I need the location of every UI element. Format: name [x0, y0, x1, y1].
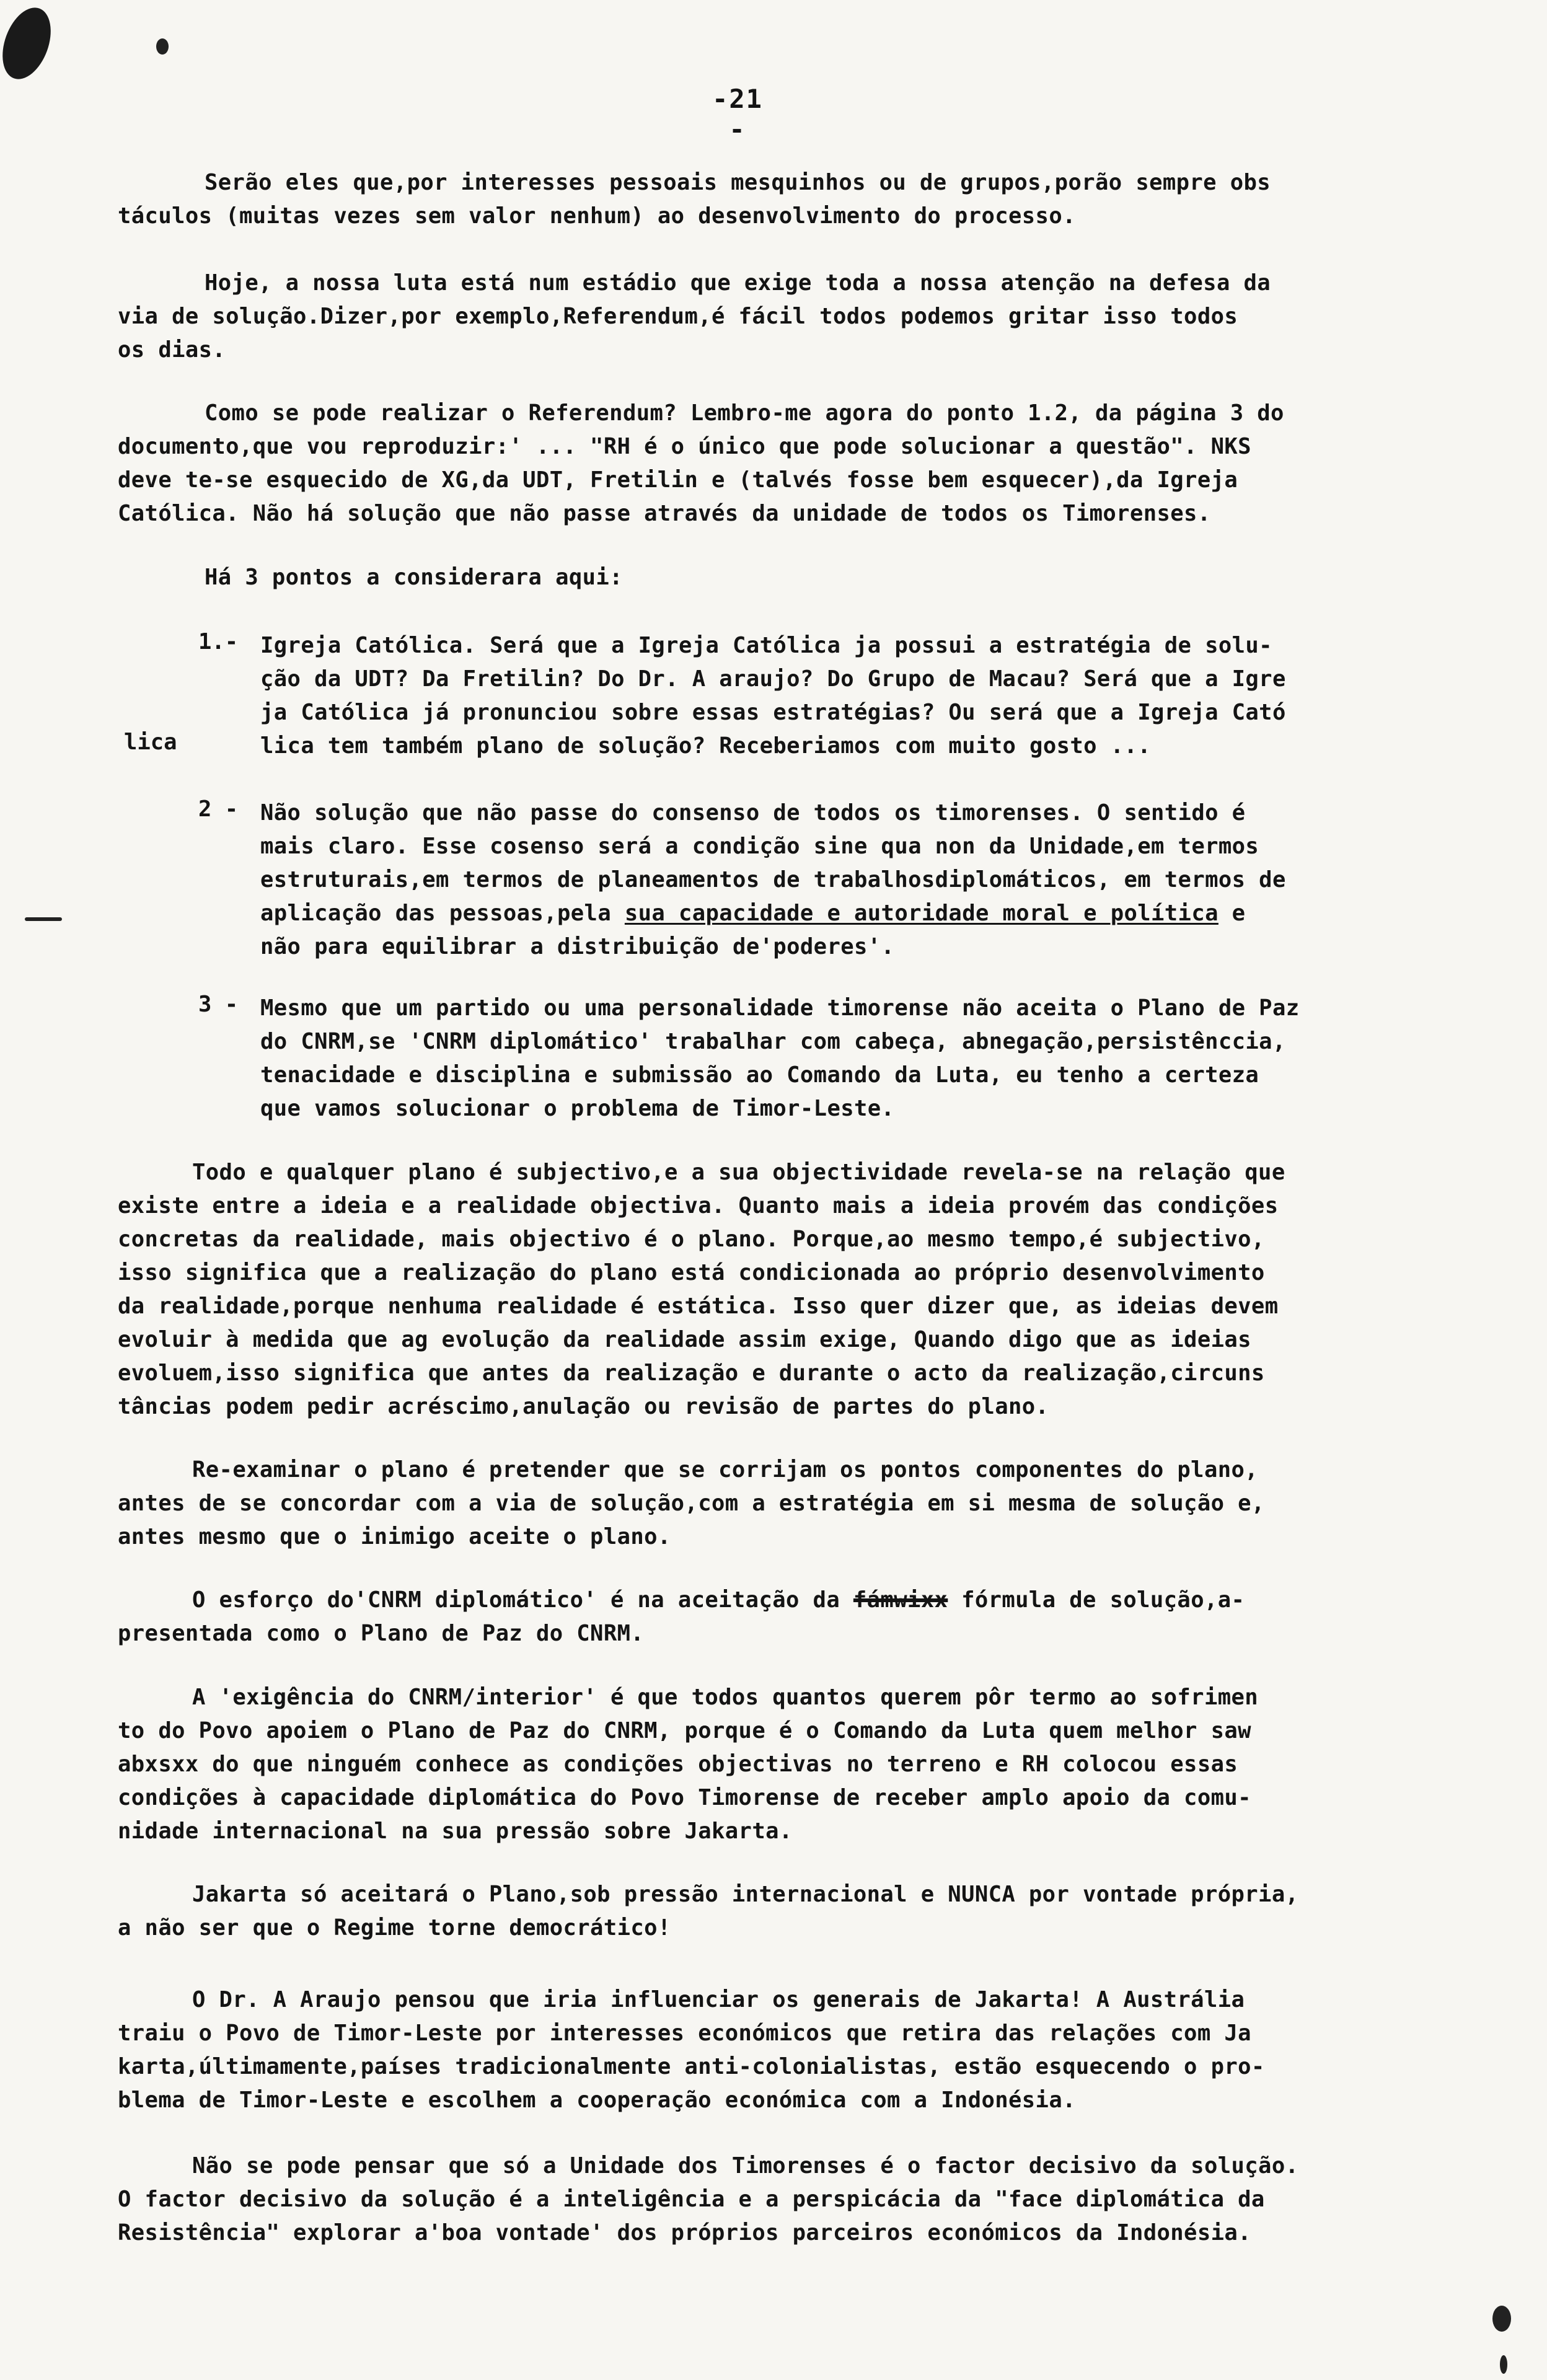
paragraph-line — [118, 1584, 1463, 1617]
paragraph-line — [260, 897, 1463, 930]
paragraph-line: os dias. — [118, 337, 226, 363]
paragraph-11 — [118, 2149, 1463, 2250]
paragraph-line: ção da UDT? Da Fretilin? Do Dr. A araujo? Do Grupo de Macau? Será que a Igre — [260, 666, 1286, 692]
list-item-1 — [260, 629, 1463, 763]
paragraph-line: do CNRM,se 'CNRM diplomático' trabalhar com cabeça, abnegação,persistênccia, — [260, 1029, 1286, 1054]
paragraph-line: evoluir à medida que ag evolução da realidade assim exige, Quando digo que as ideias — [118, 1327, 1251, 1352]
paragraph-line: A 'exigência do CNRM/interior' é que todos quantos querem pôr termo ao sofrimen — [192, 1685, 1259, 1710]
paragraph-9 — [118, 1878, 1463, 1945]
paragraph-line: via de solução.Dizer,por exemplo,Referendum,é fácil todos podemos gritar isso todos — [118, 304, 1238, 329]
ink-speck — [156, 38, 169, 55]
paragraph-7 — [118, 1584, 1463, 1651]
paragraph-line: traiu o Povo de Timor-Leste por interesses económicos que retira das relações com Ja — [118, 2021, 1251, 2046]
text-run: aplicação das pessoas,pela — [260, 901, 625, 926]
paragraph-line: O Dr. A Araujo pensou que iria influenciar os generais de Jakarta! A Austrália — [192, 1987, 1245, 2012]
paragraph-8 — [118, 1681, 1463, 1848]
paragraph-line: Resistência" explorar a'boa vontade' dos próprios parceiros económicos da Indonésia. — [118, 2220, 1251, 2246]
struck-word: fámwixx — [853, 1587, 948, 1613]
paragraph-line: tenacidade e disciplina e submissão ao Comando da Luta, eu tenho a certeza — [260, 1062, 1259, 1088]
ink-speck — [1500, 2355, 1507, 2374]
paragraph-line: antes de se concordar com a via de solução,com a estratégia em si mesma de solução e, — [118, 1491, 1265, 1516]
paragraph-line: antes mesmo que o inimigo aceite o plano. — [118, 1524, 671, 1549]
paragraph-line: não para equilibrar a distribuição de'poderes'. — [260, 934, 895, 959]
ink-speck — [1492, 2306, 1511, 2332]
paragraph-line: Hoje, a nossa luta está num estádio que exige toda a nossa atenção na defesa da — [205, 270, 1271, 296]
text-run: e — [1218, 901, 1246, 926]
paragraph-line: Serão eles que,por interesses pessoais mesquinhos ou de grupos,porão sempre obs — [205, 170, 1271, 195]
text-run: fórmula de solução,a- — [948, 1587, 1245, 1613]
paragraph-line: Jakarta só aceitará o Plano,sob pressão internacional e NUNCA por vontade própria, — [192, 1882, 1299, 1907]
paragraph-line: Todo e qualquer plano é subjectivo,e a sua objectividade revela-se na relação que — [192, 1160, 1285, 1185]
paragraph-line: Não solução que não passe do consenso de todos os timorenses. O sentido é — [260, 800, 1246, 826]
paragraph-line: Re-examinar o plano é pretender que se corrijam os pontos componentes do plano, — [192, 1457, 1259, 1483]
paragraph-line: Há 3 pontos a considerara aqui: — [205, 565, 623, 590]
paragraph-line: estruturais,em termos de planeamentos de trabalhosdiplomáticos, em termos de — [260, 867, 1286, 892]
paragraph-line: a não ser que o Regime torne democrático! — [118, 1915, 671, 1941]
paragraph-4 — [118, 561, 1463, 594]
paragraph-line: karta,últimamente,países tradicionalmente anti-colonialistas, estão esquecendo o pro- — [118, 2054, 1265, 2079]
paragraph-line: ja Católica já pronunciou sobre essas estratégias? Ou será que a Igreja Cató — [260, 700, 1286, 725]
paragraph-10 — [118, 1983, 1463, 2117]
list-item-3 — [260, 992, 1463, 1126]
paragraph-line: documento,que vou reproduzir:' ... "RH é o único que pode solucionar a questão". NKS — [118, 434, 1251, 459]
paragraph-line: da realidade,porque nenhuma realidade é estática. Isso quer dizer que, as ideias devem — [118, 1294, 1279, 1319]
list-number-1: 1.- — [198, 629, 239, 654]
list-item-2 — [260, 796, 1463, 964]
page-number: -21 - — [712, 84, 763, 144]
paragraph-line: deve te-se esquecido de XG,da UDT, Fretilin e (talvés fosse bem esquecer),da Igreja — [118, 467, 1238, 493]
paragraph-1 — [118, 166, 1463, 233]
margin-note: lica — [124, 729, 177, 755]
paragraph-line: Católica. Não há solução que não passe através da unidade de todos os Timorenses. — [118, 501, 1211, 526]
paragraph-line: condições à capacidade diplomática do Povo Timorense de receber amplo apoio da comu- — [118, 1785, 1251, 1810]
ink-speck — [25, 917, 62, 921]
paragraph-line: blema de Timor-Leste e escolhem a cooperação económica com a Indonésia. — [118, 2087, 1076, 2113]
paragraph-line: tâncias podem pedir acréscimo,anulação ou revisão de partes do plano. — [118, 1394, 1049, 1419]
paragraph-line: existe entre a ideia e a realidade objectiva. Quanto mais a ideia provém das condições — [118, 1193, 1279, 1219]
paragraph-line: lica tem também plano de solução? Receberiamos com muito gosto ... — [260, 733, 1152, 759]
paragraph-line: táculos (muitas vezes sem valor nenhum) ao desenvolvimento do processo. — [118, 203, 1076, 229]
text-run: O esforço do'CNRM diplomático' é na aceitação da — [192, 1587, 853, 1613]
paragraph-line: abxsxx do que ninguém conhece as condições objectivas no terreno e RH colocou essas — [118, 1752, 1238, 1777]
paragraph-line: presentada como o Plano de Paz do CNRM. — [118, 1621, 645, 1646]
paragraph-line: concretas da realidade, mais objectivo é o plano. Porque,ao mesmo tempo,é subjectivo, — [118, 1227, 1265, 1252]
paragraph-6 — [118, 1453, 1463, 1554]
paragraph-line: isso significa que a realização do plano está condicionada ao próprio desenvolvimento — [118, 1260, 1265, 1285]
paragraph-line: Igreja Católica. Será que a Igreja Católica ja possui a estratégia de solu- — [260, 633, 1272, 658]
paragraph-line: nidade internacional na sua pressão sobre Jakarta. — [118, 1818, 793, 1844]
paragraph-5 — [118, 1156, 1463, 1424]
paragraph-line: mais claro. Esse cosenso será a condição sine qua non da Unidade,em termos — [260, 834, 1259, 859]
ink-blot-top-left — [0, 1, 60, 86]
paragraph-line: que vamos solucionar o problema de Timor-Leste. — [260, 1096, 895, 1121]
paragraph-line: evoluem,isso significa que antes da realização e durante o acto da realização,circuns — [118, 1360, 1265, 1386]
underlined-phrase: sua capacidade e autoridade moral e política — [624, 901, 1219, 926]
list-number-3: 3 - — [198, 992, 239, 1017]
paragraph-line: O factor decisivo da solução é a inteligência e a perspicácia da "face diplomática da — [118, 2187, 1265, 2212]
paragraph-line: Não se pode pensar que só a Unidade dos Timorenses é o factor decisivo da solução. — [192, 2153, 1299, 2179]
paragraph-line: Mesmo que um partido ou uma personalidade timorense não aceita o Plano de Paz — [260, 995, 1300, 1021]
paragraph-line: Como se pode realizar o Referendum? Lembro-me agora do ponto 1.2, da página 3 do — [205, 400, 1284, 426]
paragraph-line: to do Povo apoiem o Plano de Paz do CNRM, porque é o Comando da Luta quem melhor saw — [118, 1718, 1251, 1743]
list-number-2: 2 - — [198, 796, 239, 822]
paragraph-3 — [118, 397, 1463, 531]
paragraph-2 — [118, 267, 1463, 367]
